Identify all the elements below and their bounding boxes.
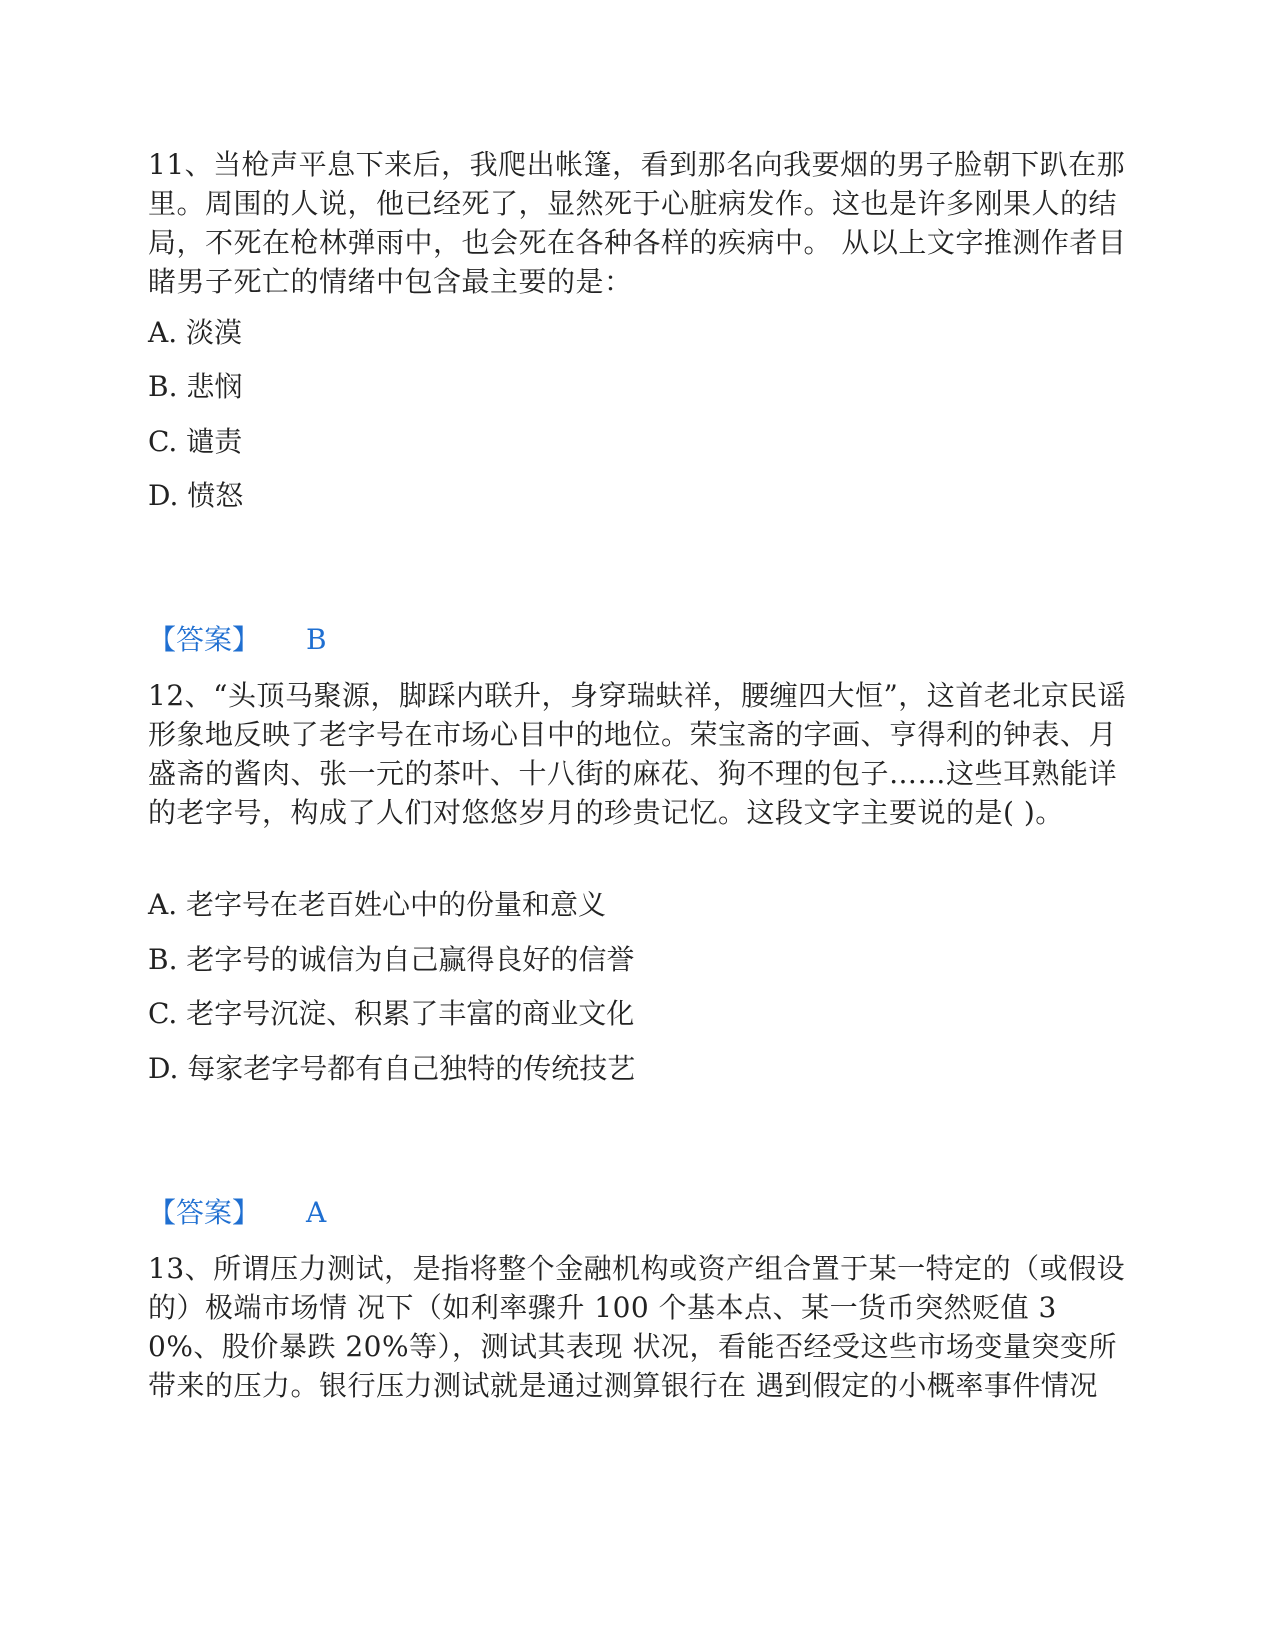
question-11-option-a: A. 淡漠 bbox=[148, 316, 243, 349]
question-12-stem: 12、“头顶马聚源，脚踩内联升，身穿瑞蚨祥，腰缠四大恒”，这首老北京民谣形象地反映了老字号在市场心目中的地位。荣宝斋的字画、亨得利的钟表、月盛斋的酱肉、张一元的茶叶、十八街的麻花、狗不理的包子……这些耳熟能详的老字号，构成了人们对悠悠岁月的珍贵记忆。这段文字主要说的是( )。 bbox=[148, 679, 1127, 829]
answer-letter: A bbox=[306, 1196, 327, 1229]
answer-label: 【答案】 bbox=[148, 1196, 261, 1229]
question-12-answer bbox=[148, 1193, 326, 1232]
answer-label: 【答案】 bbox=[148, 623, 261, 656]
question-11-stem: 11、当枪声平息下来后，我爬出帐篷，看到那名向我要烟的男子脸朝下趴在那里。周围的人说，他已经死了，显然死于心脏病发作。这也是许多刚果人的结局，不死在枪林弹雨中，也会死在各种各样的疾病中。 从以上文字推测作者目睹男子死亡的情绪中包含最主要的是： bbox=[148, 148, 1127, 298]
question-12-option-c: C. 老字号沉淀、积累了丰富的商业文化 bbox=[148, 997, 635, 1030]
question-12-option-a: A. 老字号在老百姓心中的份量和意义 bbox=[148, 888, 607, 921]
question-11-option-b: B. 悲悯 bbox=[148, 370, 243, 403]
answer-letter: B bbox=[306, 623, 327, 656]
question-11-option-d: D. 愤怒 bbox=[148, 479, 244, 512]
question-12-option-b: B. 老字号的诚信为自己赢得良好的信誉 bbox=[148, 943, 635, 976]
question-12-option-d: D. 每家老字号都有自己独特的传统技艺 bbox=[148, 1052, 636, 1085]
question-11-answer bbox=[148, 620, 327, 659]
question-11-option-c: C. 谴责 bbox=[148, 425, 243, 458]
question-13-stem: 13、所谓压力测试，是指将整个金融机构或资产组合置于某一特定的（或假设的）极端市场情 况下（如利率骤升 100 个基本点、某一货币突然贬值 30%、股价暴跌 20%等），测试其表现 状况，看能否经受这些市场变量突变所带来的压力。银行压力测试就是通过测算银行在 遇到假定的小概率事件情况 bbox=[148, 1252, 1126, 1402]
